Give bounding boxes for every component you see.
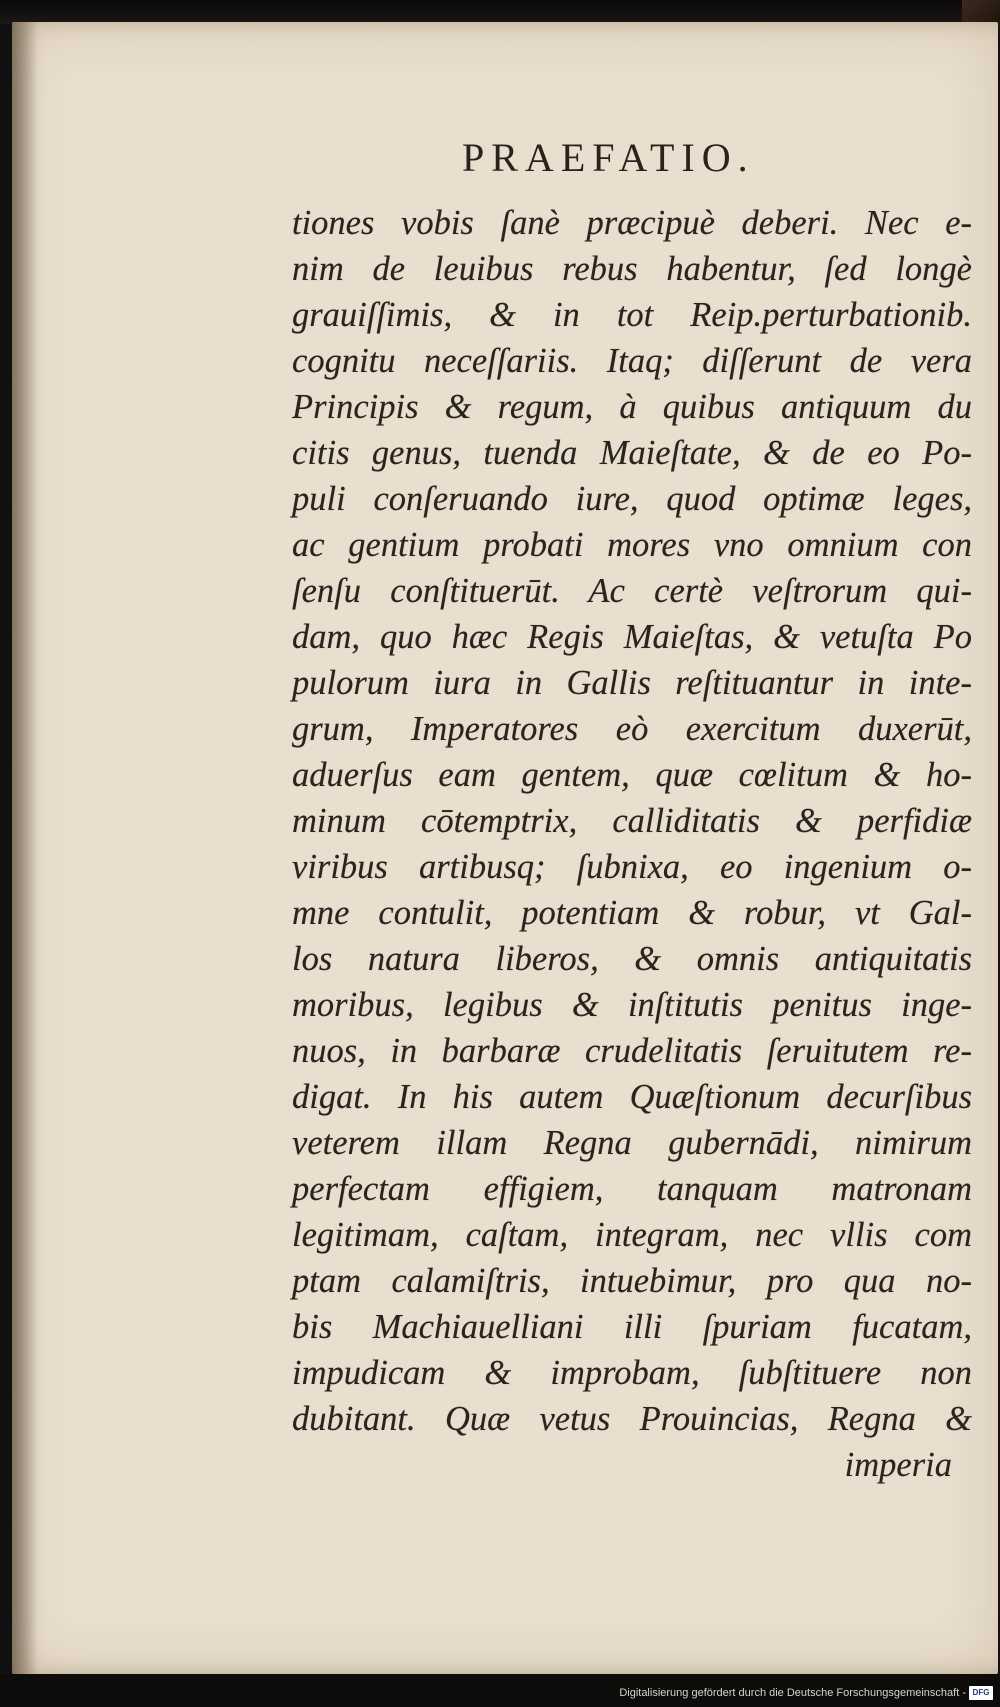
text-line: legitimam, caſtam, integram, nec vllis com — [292, 1216, 972, 1254]
text-line: cognitu neceſſariis. Itaq; diſſerunt de vera — [292, 342, 972, 380]
text-line: minum cōtemptrix, calliditatis & perfidiæ — [292, 802, 972, 840]
text-line: bis Machiauelliani illi ſpuriam fucatam, — [292, 1308, 972, 1346]
text-line: nim de leuibus rebus habentur, ſed longè — [292, 250, 972, 288]
running-head: PRAEFATIO. — [462, 135, 755, 180]
text-line: perfectam effigiem, tanquam matronam — [292, 1170, 972, 1208]
text-line: digat. In his autem Quæſtionum decurſibus — [292, 1078, 972, 1116]
text-line: los natura liberos, & omnis antiquitatis — [292, 940, 972, 978]
text-line: grauiſſimis, & in tot Reip.perturbationib. — [292, 296, 972, 334]
text-line: citis genus, tuenda Maieſtate, & de eo Po- — [292, 434, 972, 472]
book-page — [12, 22, 998, 1674]
catchword: imperia — [844, 1446, 952, 1484]
text-line: veterem illam Regna gubernādi, nimirum — [292, 1124, 972, 1162]
text-line: nuos, in barbaræ crudelitatis ſeruitutem re- — [292, 1032, 972, 1070]
text-line: ſenſu conſtituerūt. Ac certè veſtrorum qui- — [292, 572, 972, 610]
footer-credit: Digitalisierung gefördert durch die Deutsche Forschungsgemeinschaft - — [619, 1687, 966, 1699]
page-gutter-shadow — [12, 22, 38, 1674]
body-text — [292, 200, 972, 1488]
text-line: aduerſus eam gentem, quæ cœlitum & ho- — [292, 756, 972, 794]
text-line: viribus artibusq; ſubnixa, eo ingenium o- — [292, 848, 972, 886]
text-line: ac gentium probati mores vno omnium con — [292, 526, 972, 564]
scan-top-edge — [0, 0, 1000, 24]
text-line: pulorum iura in Gallis reſtituantur in inte- — [292, 664, 972, 702]
text-line: ptam calamiſtris, intuebimur, pro qua no- — [292, 1262, 972, 1300]
text-line: dubitant. Quæ vetus Prouincias, Regna & — [292, 1400, 972, 1438]
text-line: tiones vobis ſanè præcipuè deberi. Nec e- — [292, 204, 972, 242]
text-line: grum, Imperatores eò exercitum duxerūt, — [292, 710, 972, 748]
digitization-footer — [0, 1674, 1000, 1707]
text-line: moribus, legibus & inſtitutis penitus inge- — [292, 986, 972, 1024]
dfg-logo-icon: DFG — [969, 1686, 993, 1700]
text-line: impudicam & improbam, ſubſtituere non — [292, 1354, 972, 1392]
text-line: dam, quo hæc Regis Maieſtas, & vetuſta Po — [292, 618, 972, 656]
text-line: mne contulit, potentiam & robur, vt Gal- — [292, 894, 972, 932]
text-line: Principis & regum, à quibus antiquum du — [292, 388, 972, 426]
text-line: puli conſeruando iure, quod optimæ leges, — [292, 480, 972, 518]
